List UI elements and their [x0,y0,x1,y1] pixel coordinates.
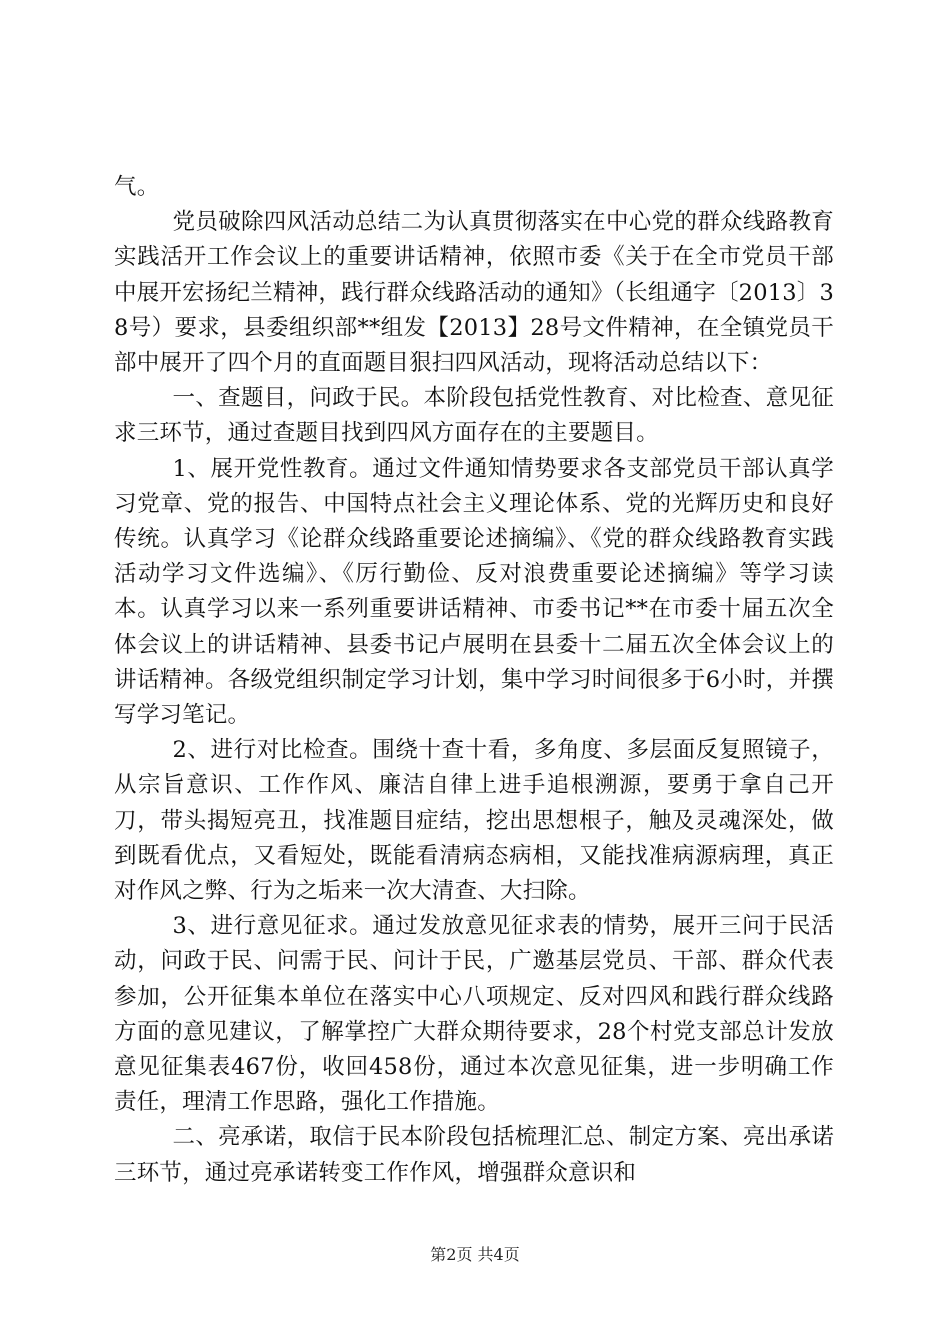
page-footer: 第2页 共4页 [430,1245,520,1264]
paragraph-item-2: 2、进行对比检查。围绕十查十看，多角度、多层面反复照镜子，从宗旨意识、工作作风、廉洁自律上进手追根溯源，要勇于拿自己开刀，带头揭短亮丑，找准题目症结，挖出思想根子，触及灵魂深处，做到既看优点，又看短处，既能看清病态病相，又能找准病源病理，真正对作风之弊、行为之垢来一次大清查、大扫除。 [114,737,834,905]
paragraph-continuation: 气。 [114,174,160,200]
paragraph-intro: 党员破除四风活动总结二为认真贯彻落实在中心党的群众线路教育实践活开工作会议上的重要讲话精神，依照市委《关于在全市党员干部中展开宏扬纪兰精神，践行群众线路活动的通知》（长组通字〔2013〕38号）要求，县委组织部**组发【2013】28号文件精神，在全镇党员干部中展开了四个月的直面题目狠扫四风活动，现将活动总结以下： [114,209,834,377]
document-body [114,170,834,1191]
section-heading-1: 一、查题目，问政于民。本阶段包括党性教育、对比检查、意见征求三环节，通过查题目找到四风方面存在的主要题目。 [114,385,834,447]
paragraph-item-3: 3、进行意见征求。通过发放意见征求表的情势，展开三问于民活动，问政于民、问需于民、问计于民，广邀基层党员、干部、群众代表参加，公开征集本单位在落实中心八项规定、反对四风和践行群众线路方面的意见建议，了解掌控广大群众期待要求，28个村党支部总计发放意见征集表467份，收回458份，通过本次意见征集，进一步明确工作责任，理清工作思路，强化工作措施。 [114,913,834,1116]
section-heading-2: 二、亮承诺，取信于民本阶段包括梳理汇总、制定方案、亮出承诺三环节，通过亮承诺转变工作作风，增强群众意识和 [114,1124,834,1186]
paragraph-item-1: 1、展开党性教育。通过文件通知情势要求各支部党员干部认真学习党章、党的报告、中国特点社会主义理论体系、党的光辉历史和良好传统。认真学习《论群众线路重要论述摘编》、《党的群众线路教育实践活动学习文件选编》、《厉行勤俭、反对浪费重要论述摘编》等学习读本。认真学习以来一系列重要讲话精神、市委书记**在市委十届五次全体会议上的讲话精神、县委书记卢展明在县委十二届五次全体会议上的讲话精神。各级党组织制定学习计划，集中学习时间很多于6小时，并撰写学习笔记。 [114,455,834,729]
